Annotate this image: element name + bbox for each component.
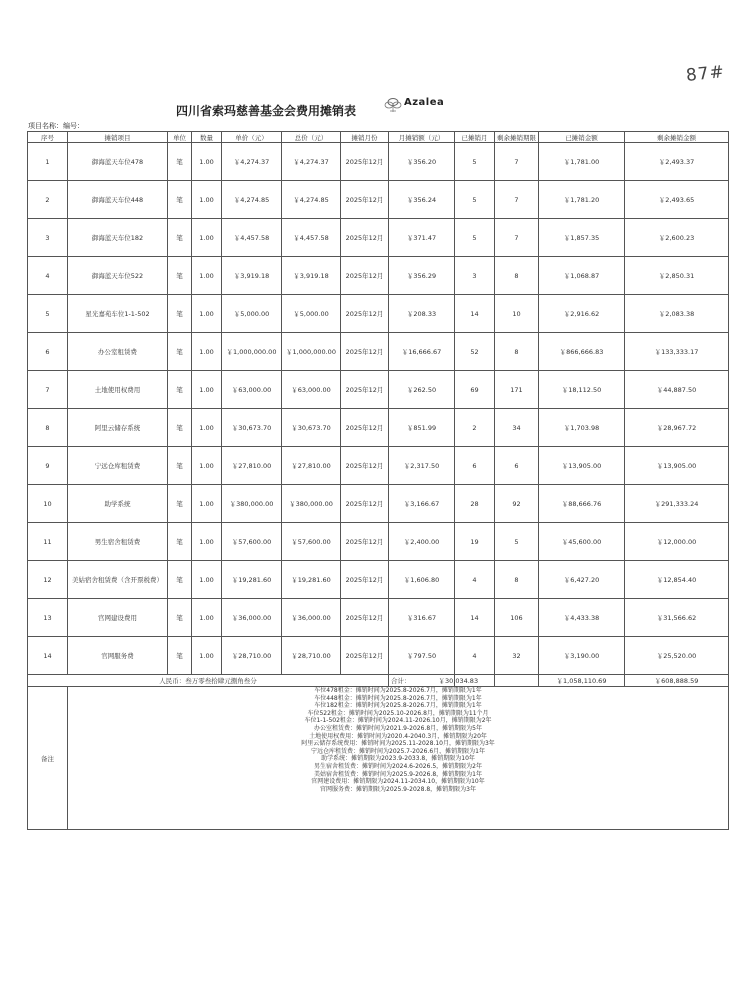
- amortized-amount-cell: ￥1,781.00: [539, 143, 625, 181]
- unit-cell: 笔: [168, 409, 192, 447]
- total-price-cell: ￥30,673.70: [282, 409, 341, 447]
- row-number-cell: 5: [28, 295, 68, 333]
- amortized-amount-cell: ￥1,068.87: [539, 257, 625, 295]
- item-name-cell: 美姑宿舍租赁费（含开票税费）: [68, 561, 168, 599]
- table-row: [28, 599, 729, 637]
- quantity-cell: 1.00: [192, 447, 222, 485]
- remaining-amount-cell: ￥12,000.00: [625, 523, 729, 561]
- note-line: 宁远仓库租赁费：摊销时间为2025.7-2026.6月，摊销期限为1年: [311, 747, 485, 755]
- total-price-cell: ￥19,281.60: [282, 561, 341, 599]
- note-line: 车位478租金：摊销时间为2025.8-2026.7月，摊销期限为1年: [314, 687, 482, 694]
- monthly-amount-cell: ￥3,166.67: [389, 485, 455, 523]
- column-header: 总价（元）: [282, 132, 341, 143]
- total-price-cell: ￥5,000.00: [282, 295, 341, 333]
- table-row: [28, 447, 729, 485]
- remaining-term-cell: 34: [495, 409, 539, 447]
- column-header: 单位: [168, 132, 192, 143]
- remaining-term-cell: 171: [495, 371, 539, 409]
- quantity-cell: 1.00: [192, 295, 222, 333]
- totals-row: [28, 675, 729, 687]
- total-price-cell: ￥1,000,000.00: [282, 333, 341, 371]
- notes-row: [28, 687, 729, 830]
- row-number-cell: 9: [28, 447, 68, 485]
- total-price-cell: ￥63,000.00: [282, 371, 341, 409]
- total-price-cell: ￥4,457.58: [282, 219, 341, 257]
- monthly-amount-cell: ￥262.50: [389, 371, 455, 409]
- remaining-term-cell: 7: [495, 181, 539, 219]
- unit-cell: 笔: [168, 523, 192, 561]
- unit-price-cell: ￥28,710.00: [222, 637, 282, 675]
- item-name-cell: 御海蓝天车位522: [68, 257, 168, 295]
- unit-cell: 笔: [168, 485, 192, 523]
- remaining-amount-cell: ￥28,967.72: [625, 409, 729, 447]
- table-row: [28, 371, 729, 409]
- monthly-amount-cell: ￥356.29: [389, 257, 455, 295]
- amortized-amount-cell: ￥866,666.83: [539, 333, 625, 371]
- table-row: [28, 409, 729, 447]
- remaining-term-cell: 5: [495, 523, 539, 561]
- unit-price-cell: ￥27,810.00: [222, 447, 282, 485]
- flower-logo-icon: [382, 95, 404, 113]
- total-price-cell: ￥28,710.00: [282, 637, 341, 675]
- remaining-term-cell: 8: [495, 257, 539, 295]
- note-line: 阿里云储存系统费用：摊销时间为2025.11-2028.10月，摊销期限为3年: [301, 740, 495, 748]
- unit-price-cell: ￥4,457.58: [222, 219, 282, 257]
- remaining-term-cell: 8: [495, 561, 539, 599]
- table-row: [28, 257, 729, 295]
- item-name-cell: 阿里云储存系统: [68, 409, 168, 447]
- amortization-month-cell: 2025年12月: [341, 143, 389, 181]
- amortization-month-cell: 2025年12月: [341, 219, 389, 257]
- months-amortized-cell: 3: [455, 257, 495, 295]
- amortization-month-cell: 2025年12月: [341, 523, 389, 561]
- totals-balance-amount: ￥608,888.59: [625, 675, 729, 687]
- months-amortized-cell: 4: [455, 561, 495, 599]
- remaining-amount-cell: ￥2,493.37: [625, 143, 729, 181]
- unit-cell: 笔: [168, 637, 192, 675]
- table-row: [28, 219, 729, 257]
- monthly-amount-cell: ￥797.50: [389, 637, 455, 675]
- item-name-cell: 星光嘉苑车位1-1-502: [68, 295, 168, 333]
- unit-cell: 笔: [168, 181, 192, 219]
- total-price-cell: ￥380,000.00: [282, 485, 341, 523]
- note-line: 办公室租赁费：摊销时间为2021.9-2026.8月，摊销期限为5年: [314, 724, 482, 732]
- months-amortized-cell: 5: [455, 219, 495, 257]
- handwritten-page-number: 87#: [685, 62, 726, 86]
- amortization-month-cell: 2025年12月: [341, 371, 389, 409]
- remaining-term-cell: 8: [495, 333, 539, 371]
- row-number-cell: 14: [28, 637, 68, 675]
- remaining-amount-cell: ￥12,854.40: [625, 561, 729, 599]
- item-name-cell: 助学系统: [68, 485, 168, 523]
- table-row: [28, 561, 729, 599]
- item-name-cell: 御海蓝天车位182: [68, 219, 168, 257]
- table-row: [28, 143, 729, 181]
- total-price-cell: ￥36,000.00: [282, 599, 341, 637]
- amortization-month-cell: 2025年12月: [341, 637, 389, 675]
- months-amortized-cell: 28: [455, 485, 495, 523]
- unit-cell: 笔: [168, 447, 192, 485]
- amortization-month-cell: 2025年12月: [341, 181, 389, 219]
- quantity-cell: 1.00: [192, 371, 222, 409]
- totals-empty-cell: [495, 675, 539, 687]
- amortized-amount-cell: ￥2,916.62: [539, 295, 625, 333]
- total-price-cell: ￥4,274.37: [282, 143, 341, 181]
- remaining-term-cell: 106: [495, 599, 539, 637]
- amortized-amount-cell: ￥88,666.76: [539, 485, 625, 523]
- item-name-cell: 官网服务费: [68, 637, 168, 675]
- unit-price-cell: ￥57,600.00: [222, 523, 282, 561]
- remaining-amount-cell: ￥2,493.65: [625, 181, 729, 219]
- unit-cell: 笔: [168, 295, 192, 333]
- row-number-cell: 2: [28, 181, 68, 219]
- total-price-cell: ￥57,600.00: [282, 523, 341, 561]
- unit-price-cell: ￥1,000,000.00: [222, 333, 282, 371]
- monthly-amount-cell: ￥2,400.00: [389, 523, 455, 561]
- row-number-cell: 10: [28, 485, 68, 523]
- monthly-amount-cell: ￥356.24: [389, 181, 455, 219]
- totals-monthly-amount: [389, 675, 479, 687]
- monthly-amount-cell: ￥851.99: [389, 409, 455, 447]
- totals-amortized-amount: ￥1,058,110.69: [539, 675, 625, 687]
- column-header: 序号: [28, 132, 68, 143]
- amortization-month-cell: 2025年12月: [341, 333, 389, 371]
- totals-amount-in-words: 人民币：叁万零叁拾肆元捌角叁分: [28, 675, 389, 687]
- unit-cell: 笔: [168, 257, 192, 295]
- months-amortized-cell: 14: [455, 295, 495, 333]
- months-amortized-cell: 6: [455, 447, 495, 485]
- remaining-amount-cell: ￥2,600.23: [625, 219, 729, 257]
- note-line: 官网建设费用：摊销期限为2024.11-2034.10，摊销期限为10年: [311, 778, 485, 786]
- remaining-term-cell: 6: [495, 447, 539, 485]
- unit-price-cell: ￥4,274.37: [222, 143, 282, 181]
- note-line: 官网服务费：摊销期限为2025.9-2028.8，摊销期限为3年: [320, 785, 476, 793]
- remaining-term-cell: 7: [495, 143, 539, 181]
- row-number-cell: 4: [28, 257, 68, 295]
- unit-cell: 笔: [168, 333, 192, 371]
- row-number-cell: 7: [28, 371, 68, 409]
- months-amortized-cell: 5: [455, 181, 495, 219]
- remaining-amount-cell: ￥2,850.31: [625, 257, 729, 295]
- item-name-cell: 宁远仓库租赁费: [68, 447, 168, 485]
- row-number-cell: 1: [28, 143, 68, 181]
- unit-cell: 笔: [168, 599, 192, 637]
- months-amortized-cell: 5: [455, 143, 495, 181]
- table-row: [28, 485, 729, 523]
- unit-price-cell: ￥63,000.00: [222, 371, 282, 409]
- amortized-amount-cell: ￥1,781.20: [539, 181, 625, 219]
- column-header: 月摊销额（元）: [389, 132, 455, 143]
- notes-label: 备注: [28, 687, 68, 830]
- unit-cell: 笔: [168, 561, 192, 599]
- row-number-cell: 12: [28, 561, 68, 599]
- column-header: 剩余摊销期限: [495, 132, 539, 143]
- remaining-amount-cell: ￥31,566.62: [625, 599, 729, 637]
- months-amortized-cell: 14: [455, 599, 495, 637]
- note-line: 车位182租金：摊销时间为2025.8-2026.7月，摊销期限为1年: [314, 702, 482, 710]
- table-header-row: [28, 132, 729, 143]
- note-line: 美姑宿舍租赁费：摊销时间为2025.9-2026.8，摊销期限为1年: [314, 770, 482, 778]
- unit-price-cell: ￥5,000.00: [222, 295, 282, 333]
- table-row: [28, 333, 729, 371]
- unit-price-cell: ￥36,000.00: [222, 599, 282, 637]
- column-header: 摊销项目: [68, 132, 168, 143]
- item-name-cell: 男生宿舍租赁费: [68, 523, 168, 561]
- amortized-amount-cell: ￥45,600.00: [539, 523, 625, 561]
- monthly-amount-cell: ￥2,317.50: [389, 447, 455, 485]
- item-name-cell: 土地使用权费用: [68, 371, 168, 409]
- amortization-month-cell: 2025年12月: [341, 295, 389, 333]
- total-price-cell: ￥3,919.18: [282, 257, 341, 295]
- months-amortized-cell: 4: [455, 637, 495, 675]
- unit-price-cell: ￥380,000.00: [222, 485, 282, 523]
- amortization-month-cell: 2025年12月: [341, 257, 389, 295]
- quantity-cell: 1.00: [192, 143, 222, 181]
- unit-price-cell: ￥30,673.70: [222, 409, 282, 447]
- amortized-amount-cell: ￥13,905.00: [539, 447, 625, 485]
- quantity-cell: 1.00: [192, 485, 222, 523]
- project-name-label: 项目名称：编号：: [28, 122, 84, 130]
- monthly-amount-cell: ￥316.67: [389, 599, 455, 637]
- monthly-amount-cell: ￥16,666.67: [389, 333, 455, 371]
- remaining-amount-cell: ￥13,905.00: [625, 447, 729, 485]
- note-line: 车位1-1-502租金：摊销时间为2024.11-2026.10月，摊销期限为2年: [304, 717, 492, 725]
- totals-sum-label: 合计：: [391, 677, 411, 685]
- table-row: [28, 295, 729, 333]
- logo-wordmark: Azalea: [404, 97, 445, 108]
- remaining-amount-cell: ￥44,887.50: [625, 371, 729, 409]
- quantity-cell: 1.00: [192, 561, 222, 599]
- months-amortized-cell: 69: [455, 371, 495, 409]
- amortization-month-cell: 2025年12月: [341, 561, 389, 599]
- total-price-cell: ￥4,274.85: [282, 181, 341, 219]
- row-number-cell: 3: [28, 219, 68, 257]
- monthly-amount-cell: ￥208.33: [389, 295, 455, 333]
- notes-content: [68, 687, 729, 830]
- remaining-term-cell: 10: [495, 295, 539, 333]
- quantity-cell: 1.00: [192, 257, 222, 295]
- monthly-amount-cell: ￥356.20: [389, 143, 455, 181]
- amortization-month-cell: 2025年12月: [341, 599, 389, 637]
- table-row: [28, 637, 729, 675]
- quantity-cell: 1.00: [192, 599, 222, 637]
- remaining-term-cell: 32: [495, 637, 539, 675]
- azalea-logo: [382, 95, 472, 117]
- item-name-cell: 官网建设费用: [68, 599, 168, 637]
- amortization-table: [27, 131, 729, 830]
- item-name-cell: 御海蓝天车位448: [68, 181, 168, 219]
- row-number-cell: 8: [28, 409, 68, 447]
- column-header: 数量: [192, 132, 222, 143]
- amortized-amount-cell: ￥18,112.50: [539, 371, 625, 409]
- amortization-month-cell: 2025年12月: [341, 447, 389, 485]
- quantity-cell: 1.00: [192, 409, 222, 447]
- column-header: 剩余摊销金额: [625, 132, 729, 143]
- note-line: 男生宿舍租赁费：摊销时间为2024.6-2026.5，摊销期限为2年: [314, 762, 482, 770]
- amortized-amount-cell: ￥1,857.35: [539, 219, 625, 257]
- column-header: 摊销月份: [341, 132, 389, 143]
- row-number-cell: 6: [28, 333, 68, 371]
- document-title: 四川省索玛慈善基金会费用摊销表: [176, 104, 357, 118]
- remaining-amount-cell: ￥2,083.38: [625, 295, 729, 333]
- remaining-amount-cell: ￥25,520.00: [625, 637, 729, 675]
- totals-monthly-value: ￥30,034.83: [438, 677, 479, 685]
- amortization-month-cell: 2025年12月: [341, 409, 389, 447]
- table-row: [28, 523, 729, 561]
- monthly-amount-cell: ￥371.47: [389, 219, 455, 257]
- remaining-amount-cell: ￥133,333.17: [625, 333, 729, 371]
- note-line: 车位522租金：摊销时间为2025.10-2026.8月，摊销期限为11个月: [307, 709, 489, 717]
- quantity-cell: 1.00: [192, 523, 222, 561]
- row-number-cell: 11: [28, 523, 68, 561]
- months-amortized-cell: 19: [455, 523, 495, 561]
- amortized-amount-cell: ￥6,427.20: [539, 561, 625, 599]
- amortized-amount-cell: ￥3,190.00: [539, 637, 625, 675]
- unit-cell: 笔: [168, 219, 192, 257]
- column-header: 已摊销月: [455, 132, 495, 143]
- remaining-amount-cell: ￥291,333.24: [625, 485, 729, 523]
- remaining-term-cell: 7: [495, 219, 539, 257]
- note-line: 车位448租金：摊销时间为2025.8-2026.7月，摊销期限为1年: [314, 694, 482, 702]
- row-number-cell: 13: [28, 599, 68, 637]
- amortized-amount-cell: ￥1,703.98: [539, 409, 625, 447]
- quantity-cell: 1.00: [192, 333, 222, 371]
- amortized-amount-cell: ￥4,433.38: [539, 599, 625, 637]
- item-name-cell: 办公室租赁费: [68, 333, 168, 371]
- quantity-cell: 1.00: [192, 181, 222, 219]
- months-amortized-cell: 52: [455, 333, 495, 371]
- column-header: 已摊销金额: [539, 132, 625, 143]
- note-line: 助学系统：摊销期限为2023.9-2033.8，摊销期限为10年: [321, 755, 475, 763]
- months-amortized-cell: 2: [455, 409, 495, 447]
- amortization-month-cell: 2025年12月: [341, 485, 389, 523]
- item-name-cell: 御海蓝天车位478: [68, 143, 168, 181]
- total-price-cell: ￥27,810.00: [282, 447, 341, 485]
- monthly-amount-cell: ￥1,606.80: [389, 561, 455, 599]
- unit-price-cell: ￥4,274.85: [222, 181, 282, 219]
- remaining-term-cell: 92: [495, 485, 539, 523]
- quantity-cell: 1.00: [192, 637, 222, 675]
- quantity-cell: 1.00: [192, 219, 222, 257]
- unit-price-cell: ￥19,281.60: [222, 561, 282, 599]
- unit-price-cell: ￥3,919.18: [222, 257, 282, 295]
- note-line: 土地使用权费用：摊销时间为2020.4-2040.3月，摊销期限为20年: [309, 732, 487, 740]
- column-header: 单价（元）: [222, 132, 282, 143]
- unit-cell: 笔: [168, 143, 192, 181]
- table-row: [28, 181, 729, 219]
- unit-cell: 笔: [168, 371, 192, 409]
